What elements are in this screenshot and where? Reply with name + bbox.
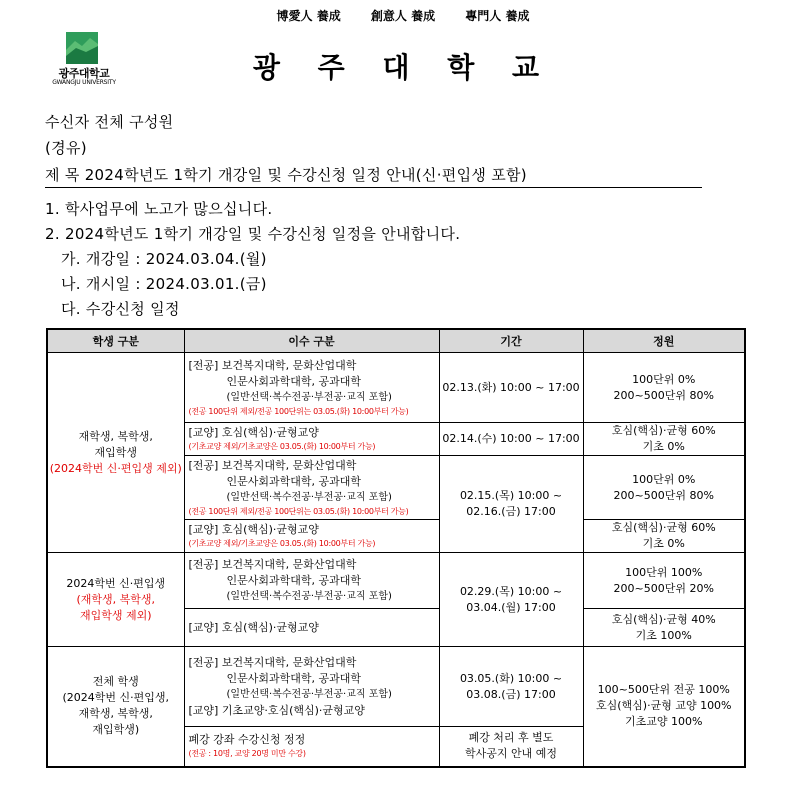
- g1-student-line1: 재학생, 복학생,: [78, 429, 153, 443]
- g1-r1-cap1: 100단위 0%: [632, 372, 696, 386]
- g1-r3-major: [전공] 보건복지대학, 문화산업대학: [188, 458, 357, 472]
- g1-r3-course: [184, 456, 439, 520]
- g1-r2-period: 02.14.(수) 10:00 ~ 17:00: [439, 423, 583, 456]
- g1-r1-major3: (일반선택·복수전공·부전공·교직 포함): [226, 391, 392, 403]
- g3-period1: 03.05.(화) 10:00 ~: [459, 671, 563, 685]
- g1-r1-capacity: [583, 353, 745, 423]
- subject: 제 목 2024학년도 1학기 개강일 및 수강신청 일정 안내(신·편입생 포함): [45, 166, 527, 184]
- g2-student: [47, 553, 184, 647]
- g3-r2-course: [184, 727, 439, 767]
- g1-r2-note: (기초교양 제외/기초교양은 03.05.(화) 10:00부터 가능): [188, 442, 376, 451]
- g3-r2-period: [439, 727, 583, 767]
- recipient: 수신자 전체 구성원: [45, 113, 174, 131]
- g2-r1-capacity: [583, 553, 745, 609]
- g3-r2-period2: 학사공지 안내 예정: [464, 747, 557, 761]
- via: (경유): [45, 139, 87, 157]
- header-course-type: 이수 구분: [184, 329, 439, 353]
- g1-r4-course: [184, 520, 439, 553]
- g1-r3-period2: 02.16.(금) 17:00: [466, 505, 556, 518]
- table-row: [47, 353, 745, 423]
- g1-student-note: (2024학번 신·편입생 제외): [49, 461, 182, 475]
- g2-r1-major2: 인문사회과학대학, 공과대학: [226, 573, 362, 587]
- g1-r4-capacity: [583, 520, 745, 553]
- body-paragraph-1: 1. 학사업무에 노고가 많으십니다.: [45, 200, 273, 218]
- g1-r3-cap2: 200~500단위 80%: [613, 488, 714, 502]
- g3-r1-major: [전공] 보건복지대학, 문화산업대학: [188, 655, 357, 669]
- g2-r1-major: [전공] 보건복지대학, 문화산업대학: [188, 557, 357, 571]
- g2-period2: 03.04.(월) 17:00: [466, 600, 556, 614]
- g3-r2-note: (전공 : 10명, 교양 20명 미만 수강): [188, 749, 306, 759]
- logo-name: 광주대학교: [58, 67, 110, 80]
- g1-r1-note: (전공 100단위 제외/전공 100단위는 03.05.(화) 10:00부터 가능): [188, 406, 409, 416]
- g3-r1-major2: 인문사회과학대학, 공과대학: [226, 671, 362, 685]
- g1-r3-period1: 02.15.(목) 10:00 ~: [459, 489, 563, 502]
- g1-r2-capacity: [583, 423, 745, 456]
- g3-period2: 03.08.(금) 17:00: [466, 687, 556, 701]
- table-row: [47, 553, 745, 609]
- g3-student-line2: (2024학번 신·편입생,: [62, 691, 170, 705]
- g3-cap2: 호심(핵심)·균형 교양 100%: [595, 699, 732, 713]
- g2-r1-cap1: 100단위 100%: [625, 565, 703, 579]
- g1-r4-cap2: 기초 0%: [642, 537, 685, 550]
- g1-r2-course: [184, 423, 439, 456]
- g2-r1-major3: (일반선택·복수전공·부전공·교직 포함): [226, 590, 392, 602]
- motto-1: 博愛人 養成: [276, 9, 341, 23]
- university-title: 광 주 대 학 교: [252, 51, 554, 84]
- g3-r1-period: [439, 647, 583, 727]
- motto: [0, 7, 806, 24]
- item-ga: 가. 개강일 : 2024.03.04.(월): [61, 250, 267, 268]
- registration-schedule-table: [46, 328, 746, 768]
- g2-student-note2: 재입학생 제외): [79, 608, 152, 622]
- g3-cap3: 기초교양 100%: [625, 715, 703, 729]
- g3-student-line4: 재입학생): [92, 723, 140, 737]
- g2-r2-cap1: 호심(핵심)·균형 40%: [611, 612, 716, 626]
- g2-r1-course: [184, 553, 439, 609]
- g3-student-line1: 전체 학생: [92, 675, 139, 689]
- motto-2: 創意人 養成: [370, 9, 436, 23]
- g2-student-line1: 2024학번 신·편입생: [66, 576, 166, 590]
- g3-r1-gen: [교양] 기초교양·호심(핵심)·균형교양: [188, 703, 365, 717]
- g3-cap1: 100~500단위 전공 100%: [597, 683, 730, 697]
- table-header-row: [47, 329, 745, 353]
- g3-r1-major3: (일반선택·복수전공·부전공·교직 포함): [226, 688, 392, 700]
- item-na: 나. 개시일 : 2024.03.01.(금): [61, 275, 267, 293]
- g1-r4-note: (기초교양 제외/기초교양은 03.05.(화) 10:00부터 가능): [188, 539, 376, 548]
- g3-r2-period1: 폐강 처리 후 별도: [468, 731, 554, 745]
- g3-student-line3: 재학생, 복학생,: [78, 707, 153, 721]
- g1-r1-major2: 인문사회과학대학, 공과대학: [226, 374, 362, 388]
- body-paragraph-2: 2. 2024학년도 1학기 개강일 및 수강신청 일정을 안내합니다.: [45, 225, 461, 243]
- g1-r2-cap2: 기초 0%: [642, 440, 685, 453]
- g2-r1-cap2: 200~500단위 20%: [613, 581, 714, 595]
- g1-r3-cap1: 100단위 0%: [632, 472, 696, 486]
- g1-r1-period: 02.13.(화) 10:00 ~ 17:00: [439, 353, 583, 423]
- g1-r4-gen: [교양] 호심(핵심)·균형교양: [188, 523, 319, 536]
- g2-r2-cap2: 기초 100%: [635, 628, 692, 642]
- g1-student-line2: 재입학생: [94, 445, 137, 459]
- g1-r3-major2: 인문사회과학대학, 공과대학: [226, 474, 362, 488]
- subject-divider: [45, 187, 702, 188]
- g1-r3-major3: (일반선택·복수전공·부전공·교직 포함): [226, 491, 392, 503]
- g1-r3-capacity: [583, 456, 745, 520]
- g3-student: [47, 647, 184, 767]
- g1-r4-cap1: 호심(핵심)·균형 60%: [611, 521, 716, 534]
- header-student-type: 학생 구분: [47, 329, 184, 353]
- header-capacity: 정원: [583, 329, 745, 353]
- logo-english: GWANGJU UNIVERSITY: [52, 79, 116, 86]
- g3-r2-label: 폐강 강좌 수강신청 정정: [188, 733, 306, 747]
- g1-student: [47, 353, 184, 553]
- g2-r2-course: [교양] 호심(핵심)·균형교양: [184, 609, 439, 647]
- g1-r3-note: (전공 100단위 제외/전공 100단위는 03.05.(화) 10:00부터 가능): [188, 506, 409, 516]
- g1-r2-cap1: 호심(핵심)·균형 60%: [611, 424, 716, 437]
- g1-r2-gen: [교양] 호심(핵심)·균형교양: [188, 426, 319, 439]
- g2-student-note1: (재학생, 복학생,: [76, 592, 156, 606]
- g2-period: [439, 553, 583, 647]
- table-row: [47, 647, 745, 727]
- g1-r1-course: [184, 353, 439, 423]
- header-period: 기간: [439, 329, 583, 353]
- g2-r2-capacity: [583, 609, 745, 647]
- g1-r3-period: [439, 456, 583, 553]
- g2-period1: 02.29.(목) 10:00 ~: [459, 584, 563, 598]
- motto-3: 專門人 養成: [465, 9, 530, 23]
- g1-r1-major: [전공] 보건복지대학, 문화산업대학: [188, 358, 357, 372]
- item-da: 다. 수강신청 일정: [61, 300, 180, 318]
- g1-r1-cap2: 200~500단위 80%: [613, 388, 714, 402]
- g3-capacity: [583, 647, 745, 767]
- g3-r1-course: [184, 647, 439, 727]
